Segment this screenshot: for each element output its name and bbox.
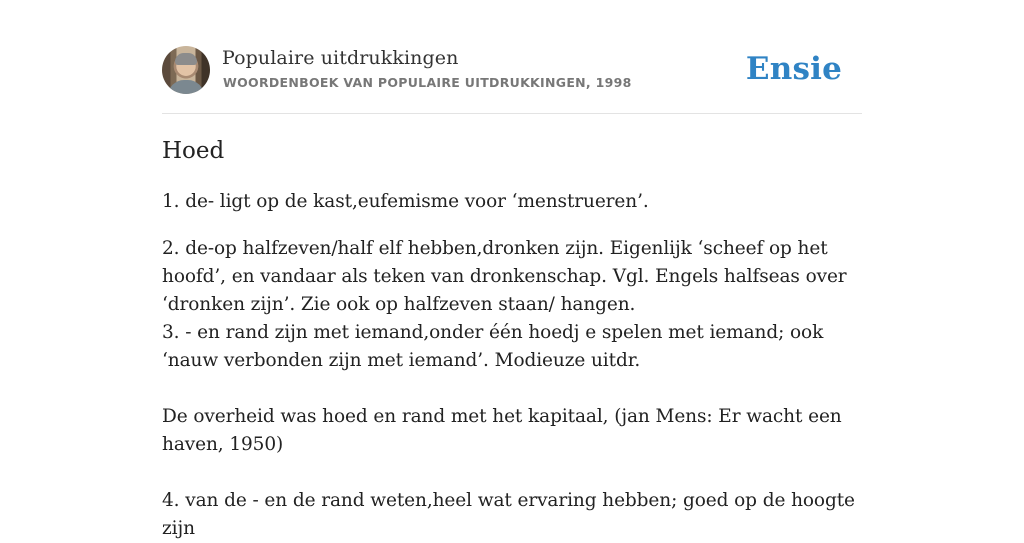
definition-paragraph: 2. de-op halfzeven/half elf hebben,dronken zijn. Eigenlijk ‘scheef op het hoofd’, en vandaar als teken van dronkenschap. Vgl. Engels halfseas over ‘dronken zijn’. Zie ook op halfzeven staan/ hangen. bbox=[162, 238, 853, 315]
source-title[interactable]: Populaire uitdrukkingen bbox=[222, 47, 459, 69]
source-subtitle: WOORDENBOEK VAN POPULAIRE UITDRUKKINGEN, 1998 bbox=[223, 75, 632, 90]
definition-paragraph: 1. de- ligt op de kast,eufemisme voor ‘menstrueren’. bbox=[162, 191, 649, 212]
header-divider bbox=[162, 113, 862, 114]
ensie-logo[interactable]: Ensie bbox=[745, 51, 842, 87]
author-avatar[interactable] bbox=[162, 46, 210, 94]
avatar-hair bbox=[175, 53, 197, 65]
entry-title: Hoed bbox=[162, 138, 225, 164]
source-header bbox=[162, 46, 862, 96]
entry-content bbox=[162, 188, 882, 543]
definition-paragraph: 4. van de - en de rand weten,heel wat ervaring hebben; goed op de hoogte zijn bbox=[162, 490, 861, 539]
definition-paragraph: 3. - en rand zijn met iemand,onder één hoedj e spelen met iemand; ook ‘nauw verbonden zijn met iemand’. Modieuze uitdr. bbox=[162, 322, 829, 371]
avatar-shirt bbox=[168, 80, 204, 94]
example-quote: De overheid was hoed en rand met het kapitaal, (jan Mens: Er wacht een haven, 1950) bbox=[162, 406, 848, 455]
